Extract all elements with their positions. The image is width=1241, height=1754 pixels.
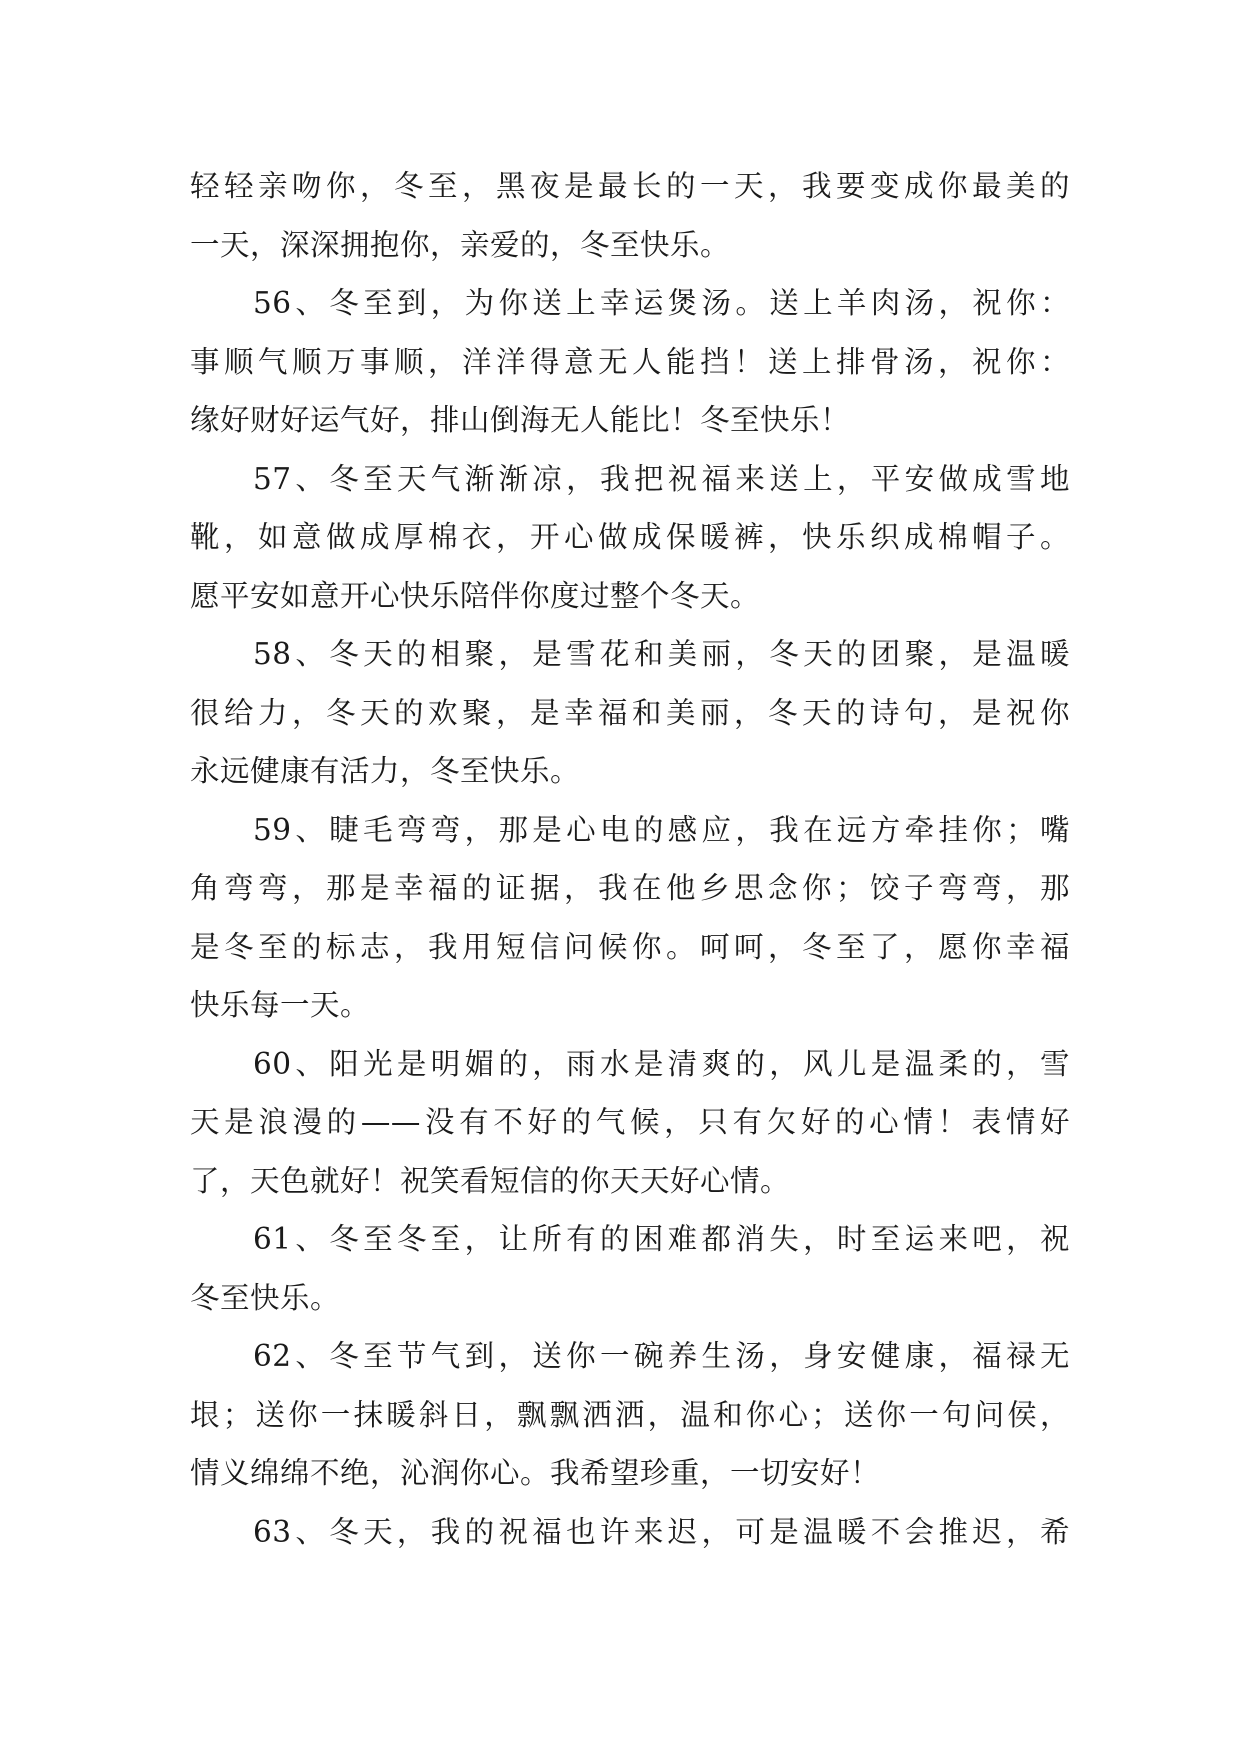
text-line: 愿平安如意开心快乐陪伴你度过整个冬天。 bbox=[190, 578, 761, 613]
text-line: 56、冬至到，为你送上幸运煲汤。送上羊肉汤，祝你： bbox=[253, 286, 1070, 320]
text-line: 冬至快乐。 bbox=[190, 1280, 341, 1315]
document-page bbox=[190, 157, 1070, 1561]
text-line: 永远健康有活力，冬至快乐。 bbox=[190, 754, 581, 788]
text-line: 轻轻亲吻你，冬至，黑夜是最长的一天，我要变成你最美的 bbox=[190, 169, 1070, 203]
text-line: 靴，如意做成厚棉衣，开心做成保暖裤，快乐织成棉帽子。 bbox=[190, 520, 1070, 554]
text-line: 57、冬至天气渐渐凉，我把祝福来送上，平安做成雪地 bbox=[253, 461, 1070, 496]
text-line: 天是浪漫的——没有不好的气候，只有欠好的心情！表情好 bbox=[190, 1105, 1070, 1139]
text-line: 一天，深深拥抱你，亲爱的，冬至快乐。 bbox=[190, 227, 731, 262]
text-line: 了，天色就好！祝笑看短信的你天天好心情。 bbox=[190, 1163, 791, 1198]
text-line: 58、冬天的相聚，是雪花和美丽，冬天的团聚，是温暖 bbox=[253, 637, 1070, 671]
text-line: 情义绵绵不绝，沁润你心。我希望珍重，一切安好！ bbox=[190, 1456, 881, 1490]
text-line: 垠；送你一抹暖斜日，飘飘洒洒，温和你心；送你一句问侯， bbox=[190, 1397, 1070, 1432]
text-line: 59、睫毛弯弯，那是心电的感应，我在远方牵挂你；嘴 bbox=[253, 812, 1070, 847]
text-line: 很给力，冬天的欢聚，是幸福和美丽，冬天的诗句，是祝你 bbox=[190, 695, 1070, 730]
text-line: 63、冬天，我的祝福也许来迟，可是温暖不会推迟，希 bbox=[253, 1514, 1070, 1549]
text-line: 角弯弯，那是幸福的证据，我在他乡思念你；饺子弯弯，那 bbox=[190, 871, 1070, 905]
text-line: 60、阳光是明媚的，雨水是清爽的，风儿是温柔的，雪 bbox=[253, 1046, 1070, 1081]
text-line: 快乐每一天。 bbox=[190, 988, 371, 1022]
text-line: 事顺气顺万事顺，洋洋得意无人能挡！送上排骨汤，祝你： bbox=[190, 344, 1070, 379]
text-line: 62、冬至节气到，送你一碗养生汤，身安健康，福禄无 bbox=[253, 1339, 1070, 1373]
text-line: 是冬至的标志，我用短信问候你。呵呵，冬至了，愿你幸福 bbox=[190, 929, 1070, 964]
text-line: 61、冬至冬至，让所有的困难都消失，时至运来吧，祝 bbox=[253, 1222, 1070, 1256]
text-line: 缘好财好运气好，排山倒海无人能比！冬至快乐！ bbox=[190, 403, 851, 437]
